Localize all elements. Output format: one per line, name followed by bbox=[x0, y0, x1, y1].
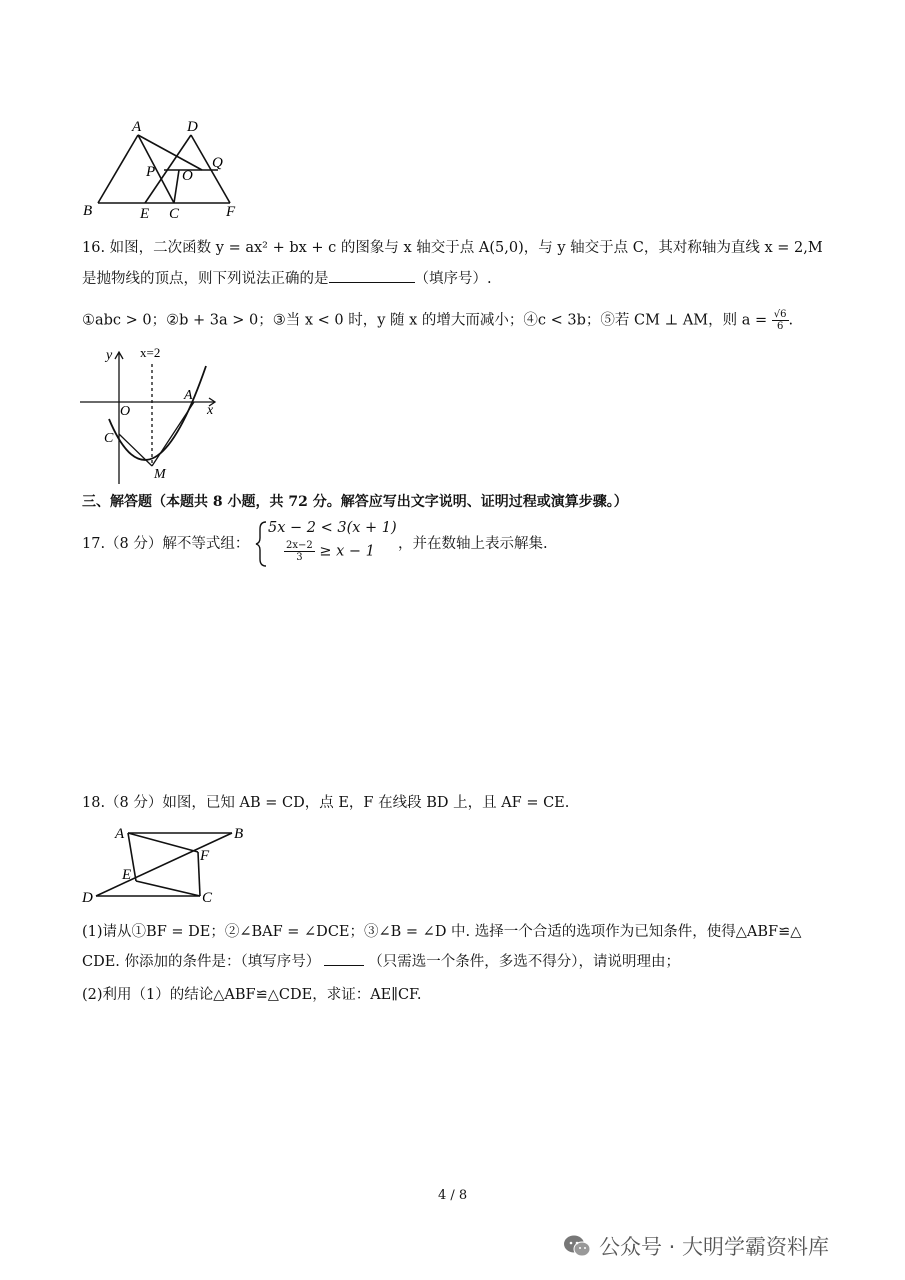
q18-part1-line2-pre: CDE. 你添加的条件是：（填写序号） bbox=[82, 954, 321, 970]
q18-part1-line1: (1)请从①BF = DE；②∠BAF = ∠DCE；③∠B = ∠D 中. 选择一个合适的选项作为已知条件，使得△ABF≌△ bbox=[82, 924, 802, 940]
segment-OC bbox=[174, 170, 179, 203]
graph-label-O: O bbox=[120, 404, 131, 419]
graph-label-y: y bbox=[106, 348, 113, 363]
q17-frac-den: 3 bbox=[296, 552, 303, 563]
label-F: F bbox=[200, 848, 210, 864]
brace-icon bbox=[255, 520, 269, 568]
page-number: 4 / 8 bbox=[438, 1188, 468, 1203]
segment-CM bbox=[119, 434, 152, 466]
q17-ineq2-rest: ≥ x − 1 bbox=[319, 543, 375, 560]
q16-options bbox=[82, 309, 793, 332]
graph-label-C: C bbox=[104, 431, 114, 446]
geometry-figure-q15 bbox=[78, 112, 248, 224]
label-P: P bbox=[146, 164, 156, 180]
watermark-text: 公众号 · 大明学霸资料库 bbox=[599, 1235, 830, 1259]
q16-options-text: ①abc > 0；②b + 3a > 0；③当 x < 0 时，y 随 x 的增大而减小；④c < 3b；⑤若 CM ⊥ AM，则 a = bbox=[82, 312, 768, 329]
watermark bbox=[563, 1231, 829, 1261]
q16-options-post: . bbox=[788, 312, 794, 329]
parabola-graph bbox=[78, 342, 228, 490]
q16-fraction bbox=[772, 309, 789, 332]
wechat-icon bbox=[563, 1234, 591, 1258]
q16-line2-post: （填序号）. bbox=[414, 271, 492, 287]
q17-prefix: 17.（8 分）解不等式组： bbox=[82, 536, 250, 552]
q16-frac-den: 6 bbox=[776, 321, 784, 332]
label-C: C bbox=[202, 890, 213, 906]
label-O: O bbox=[182, 168, 193, 184]
label-D: D bbox=[82, 890, 93, 906]
label-B: B bbox=[83, 203, 93, 219]
graph-label-axis: x=2 bbox=[140, 345, 161, 360]
q18-part1-line2 bbox=[82, 952, 680, 972]
segment-AB bbox=[98, 135, 138, 203]
segment-DF bbox=[191, 135, 230, 203]
q16-line2-pre: 是抛物线的顶点，则下列说法正确的是 bbox=[82, 271, 329, 287]
label-Q: Q bbox=[212, 155, 223, 171]
q16-line2 bbox=[82, 269, 492, 289]
geometry-figure-q18 bbox=[78, 822, 258, 910]
label-B: B bbox=[234, 826, 244, 842]
label-A: A bbox=[115, 826, 125, 842]
graph-label-M: M bbox=[154, 467, 166, 482]
label-A: A bbox=[132, 119, 142, 135]
segment-AF bbox=[128, 833, 198, 852]
graph-label-A: A bbox=[184, 388, 193, 403]
q17-suffix: ，并在数轴上表示解集. bbox=[398, 536, 548, 552]
q16-frac-num: √6 bbox=[773, 309, 787, 320]
q17-fraction bbox=[284, 540, 315, 563]
q17-frac-num: 2x−2 bbox=[286, 540, 313, 551]
q16-answer-blank[interactable] bbox=[329, 282, 415, 283]
label-E: E bbox=[140, 206, 150, 222]
segment-EC bbox=[136, 881, 200, 896]
q18-stem: 18.（8 分）如图，已知 AB = CD，点 E，F 在线段 BD 上，且 AF = CE. bbox=[82, 795, 570, 811]
q17-inequality-1: 5x − 2 < 3(x + 1) bbox=[268, 520, 397, 536]
q18-part2: (2)利用（1）的结论△ABF≌△CDE，求证：AE∥CF. bbox=[82, 987, 422, 1003]
label-E: E bbox=[122, 867, 132, 883]
section-heading: 三、解答题（本题共 8 小题，共 72 分。解答应写出文字说明、证明过程或演算步骤。） bbox=[82, 494, 628, 510]
q17-inequality-2 bbox=[284, 540, 375, 563]
label-F: F bbox=[226, 204, 236, 220]
q18-part1-line2-post: （只需选一个条件，多选不得分），请说明理由； bbox=[368, 954, 681, 970]
segment-MA bbox=[152, 402, 194, 466]
label-C: C bbox=[169, 206, 180, 222]
graph-label-x: x bbox=[207, 403, 214, 418]
q16-line1: 16. 如图，二次函数 y = ax² + bx + c 的图象与 x 轴交于点 A(5,0)，与 y 轴交于点 C，其对称轴为直线 x = 2,M bbox=[82, 240, 823, 256]
q18-answer-blank[interactable] bbox=[324, 965, 364, 966]
label-D: D bbox=[187, 119, 198, 135]
